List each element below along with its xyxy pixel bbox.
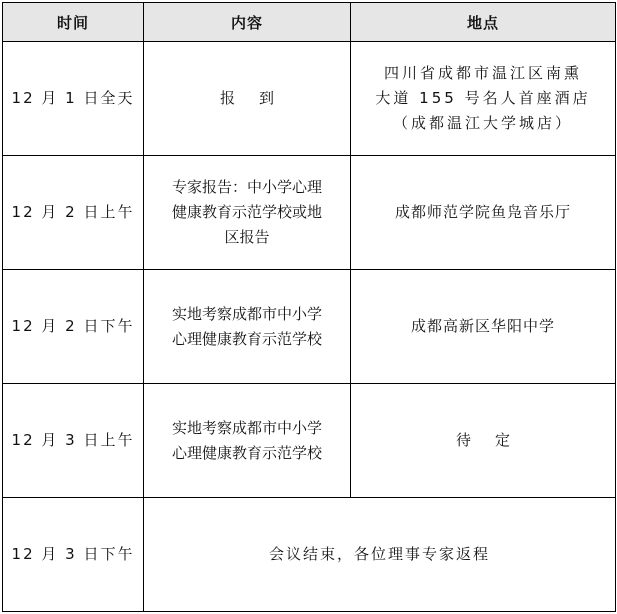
place-cell xyxy=(351,384,616,498)
header-row xyxy=(3,3,616,42)
header-content: 内容 xyxy=(144,3,351,42)
place-cell xyxy=(351,42,616,156)
content-line: 实地考察成都市中小学 xyxy=(171,418,322,437)
time-cell: 12 月 2 日上午 xyxy=(3,156,144,270)
place-line: 四川省成都市温江区南熏 xyxy=(383,64,582,82)
header-place: 地点 xyxy=(351,3,616,42)
place-cell xyxy=(351,156,616,270)
table-row xyxy=(3,384,616,498)
place-cell xyxy=(351,270,616,384)
content-line: 专家报告：中小学心理 xyxy=(171,178,322,196)
content-cell xyxy=(144,42,351,156)
header-time: 时间 xyxy=(3,3,144,42)
time-cell: 12 月 3 日上午 xyxy=(3,384,144,498)
content-line: 心理健康教育示范学校 xyxy=(171,443,322,462)
content-cell xyxy=(144,156,351,270)
content-line: 实地考察成都市中小学 xyxy=(171,304,322,323)
time-cell: 12 月 2 日下午 xyxy=(3,270,144,384)
place-line: 成都师范学院鱼凫音乐厅 xyxy=(394,203,571,221)
content-line: 区报告 xyxy=(224,228,270,246)
schedule-table xyxy=(2,2,616,612)
content-cell xyxy=(144,270,351,384)
time-cell: 12 月 3 日下午 xyxy=(3,498,144,612)
table-row xyxy=(3,42,616,156)
content-line: 报到 xyxy=(219,89,298,107)
place-line: 大道 155 号名人首座酒店 xyxy=(375,89,591,107)
table-row xyxy=(3,156,616,270)
content-line: 健康教育示范学校或地 xyxy=(171,203,322,221)
place-line: （成都温江大学城店） xyxy=(392,114,573,132)
time-cell: 12 月 1 日全天 xyxy=(3,42,144,156)
place-line: 成都高新区华阳中学 xyxy=(410,317,555,335)
table-row xyxy=(3,498,616,612)
merged-cell: 会议结束，各位理事专家返程 xyxy=(144,498,616,612)
place-line: 待定 xyxy=(455,431,534,449)
table-row xyxy=(3,270,616,384)
content-cell xyxy=(144,384,351,498)
content-line: 心理健康教育示范学校 xyxy=(171,329,322,348)
